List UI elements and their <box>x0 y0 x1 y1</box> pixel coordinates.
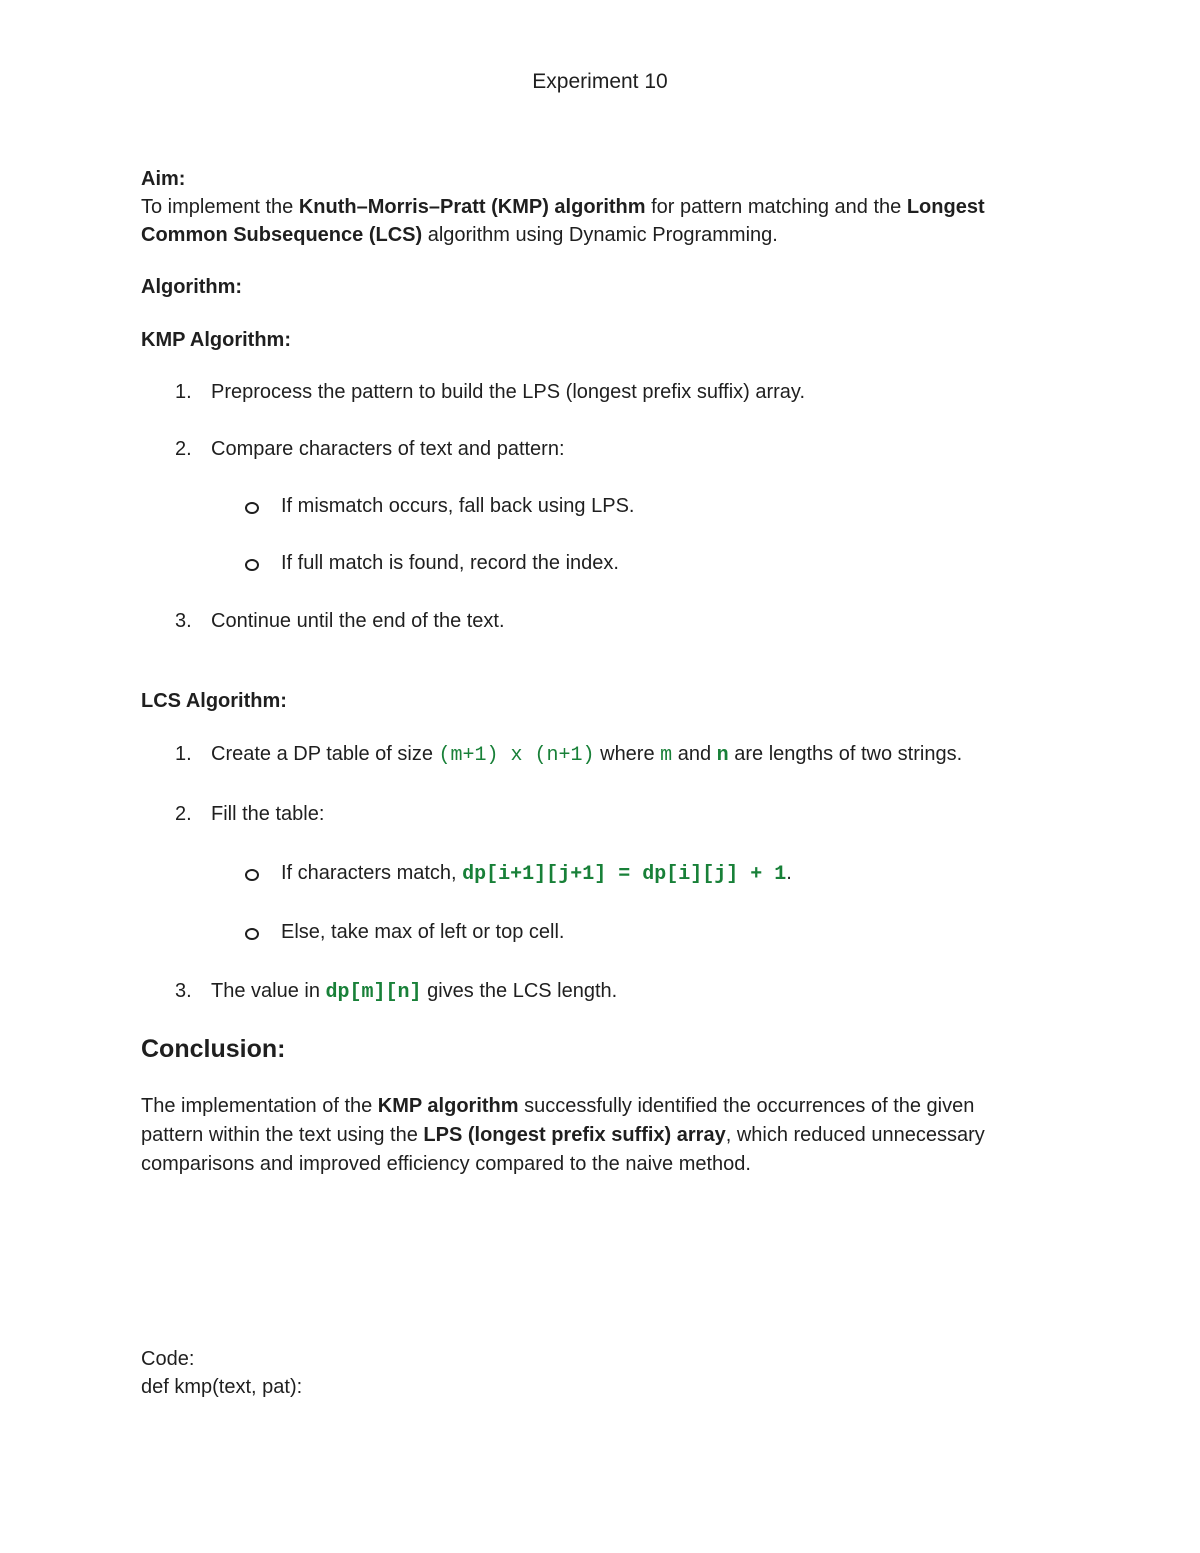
list-text <box>211 977 617 1007</box>
text-run: are lengths of two strings. <box>728 743 963 765</box>
aim-text: algorithm using Dynamic Programming. <box>422 224 778 246</box>
kmp-step-3 <box>141 607 1071 635</box>
text-run: The implementation of the <box>141 1095 378 1117</box>
text-run: where <box>594 743 661 765</box>
bold-term: LPS (longest prefix suffix) array <box>423 1124 726 1146</box>
hollow-bullet-icon <box>245 559 259 571</box>
inline-code: m <box>660 744 673 767</box>
document-title: Experiment 10 <box>532 70 668 93</box>
list-text: Compare characters of text and pattern: <box>211 438 565 460</box>
text-run: successfully identified the occurrences of the given <box>518 1095 975 1117</box>
text-run: Create a DP table of size <box>211 743 439 765</box>
inline-code: dp[i+1][j+1] = dp[i][j] + 1 <box>462 863 787 886</box>
algorithm-heading: Algorithm: <box>141 276 243 298</box>
kmp-sub-1 <box>141 492 1071 520</box>
text-run: . <box>786 862 792 884</box>
lcs-sub-2 <box>141 918 1071 946</box>
aim-lcs-term: Longest <box>906 196 985 218</box>
list-number: 3. <box>175 610 192 632</box>
text-run: The value in <box>211 980 326 1002</box>
inline-code: (m+1) x (n+1) <box>438 744 595 767</box>
list-text: If full match is found, record the index. <box>281 552 619 574</box>
list-number: 1. <box>175 381 192 403</box>
lcs-step-2 <box>141 800 1071 828</box>
list-number: 3. <box>175 980 192 1002</box>
text-run: If characters match, <box>281 862 463 884</box>
aim-kmp-term: Knuth–Morris–Pratt (KMP) algorithm <box>298 196 646 218</box>
hollow-bullet-icon <box>245 502 259 514</box>
lcs-step-3 <box>141 977 1071 1005</box>
list-text <box>211 740 962 770</box>
code-line-1: def kmp(text, pat): <box>141 1376 303 1398</box>
inline-code: dp[m][n] <box>325 981 422 1004</box>
list-text: Else, take max of left or top cell. <box>281 921 565 943</box>
list-text: If mismatch occurs, fall back using LPS. <box>281 495 635 517</box>
kmp-heading: KMP Algorithm: <box>141 329 291 351</box>
hollow-bullet-icon <box>245 869 259 881</box>
list-text: Continue until the end of the text. <box>211 610 505 632</box>
conclusion-line-1 <box>141 1092 974 1120</box>
aim-line-2 <box>141 221 778 249</box>
lcs-step-1 <box>141 740 1071 768</box>
text-run: and <box>672 743 717 765</box>
conclusion-line-2 <box>141 1121 985 1149</box>
aim-heading: Aim: <box>141 168 186 190</box>
list-text <box>281 859 792 889</box>
list-text: Fill the table: <box>211 803 325 825</box>
bold-term: KMP algorithm <box>377 1095 519 1117</box>
code-label: Code: <box>141 1348 195 1370</box>
list-text: Preprocess the pattern to build the LPS (longest prefix suffix) array. <box>211 381 806 403</box>
aim-text: for pattern matching and the <box>645 196 907 218</box>
conclusion-heading: Conclusion: <box>141 1035 286 1063</box>
kmp-step-1 <box>141 378 1071 406</box>
aim-text: To implement the <box>141 196 299 218</box>
lcs-sub-1 <box>141 859 1071 887</box>
inline-code: n <box>716 744 729 767</box>
hollow-bullet-icon <box>245 928 259 940</box>
list-number: 2. <box>175 438 192 460</box>
text-run: , which reduced unnecessary <box>725 1124 985 1146</box>
kmp-sub-2 <box>141 549 1071 577</box>
list-number: 2. <box>175 803 192 825</box>
list-number: 1. <box>175 743 192 765</box>
conclusion-line-3: comparisons and improved efficiency compared to the naive method. <box>141 1153 751 1175</box>
lcs-heading: LCS Algorithm: <box>141 690 287 712</box>
aim-line-1 <box>141 193 985 221</box>
text-run: gives the LCS length. <box>421 980 618 1002</box>
aim-lcs-term: Common Subsequence (LCS) <box>141 224 423 246</box>
text-run: pattern within the text using the <box>141 1124 424 1146</box>
kmp-step-2 <box>141 435 1071 463</box>
